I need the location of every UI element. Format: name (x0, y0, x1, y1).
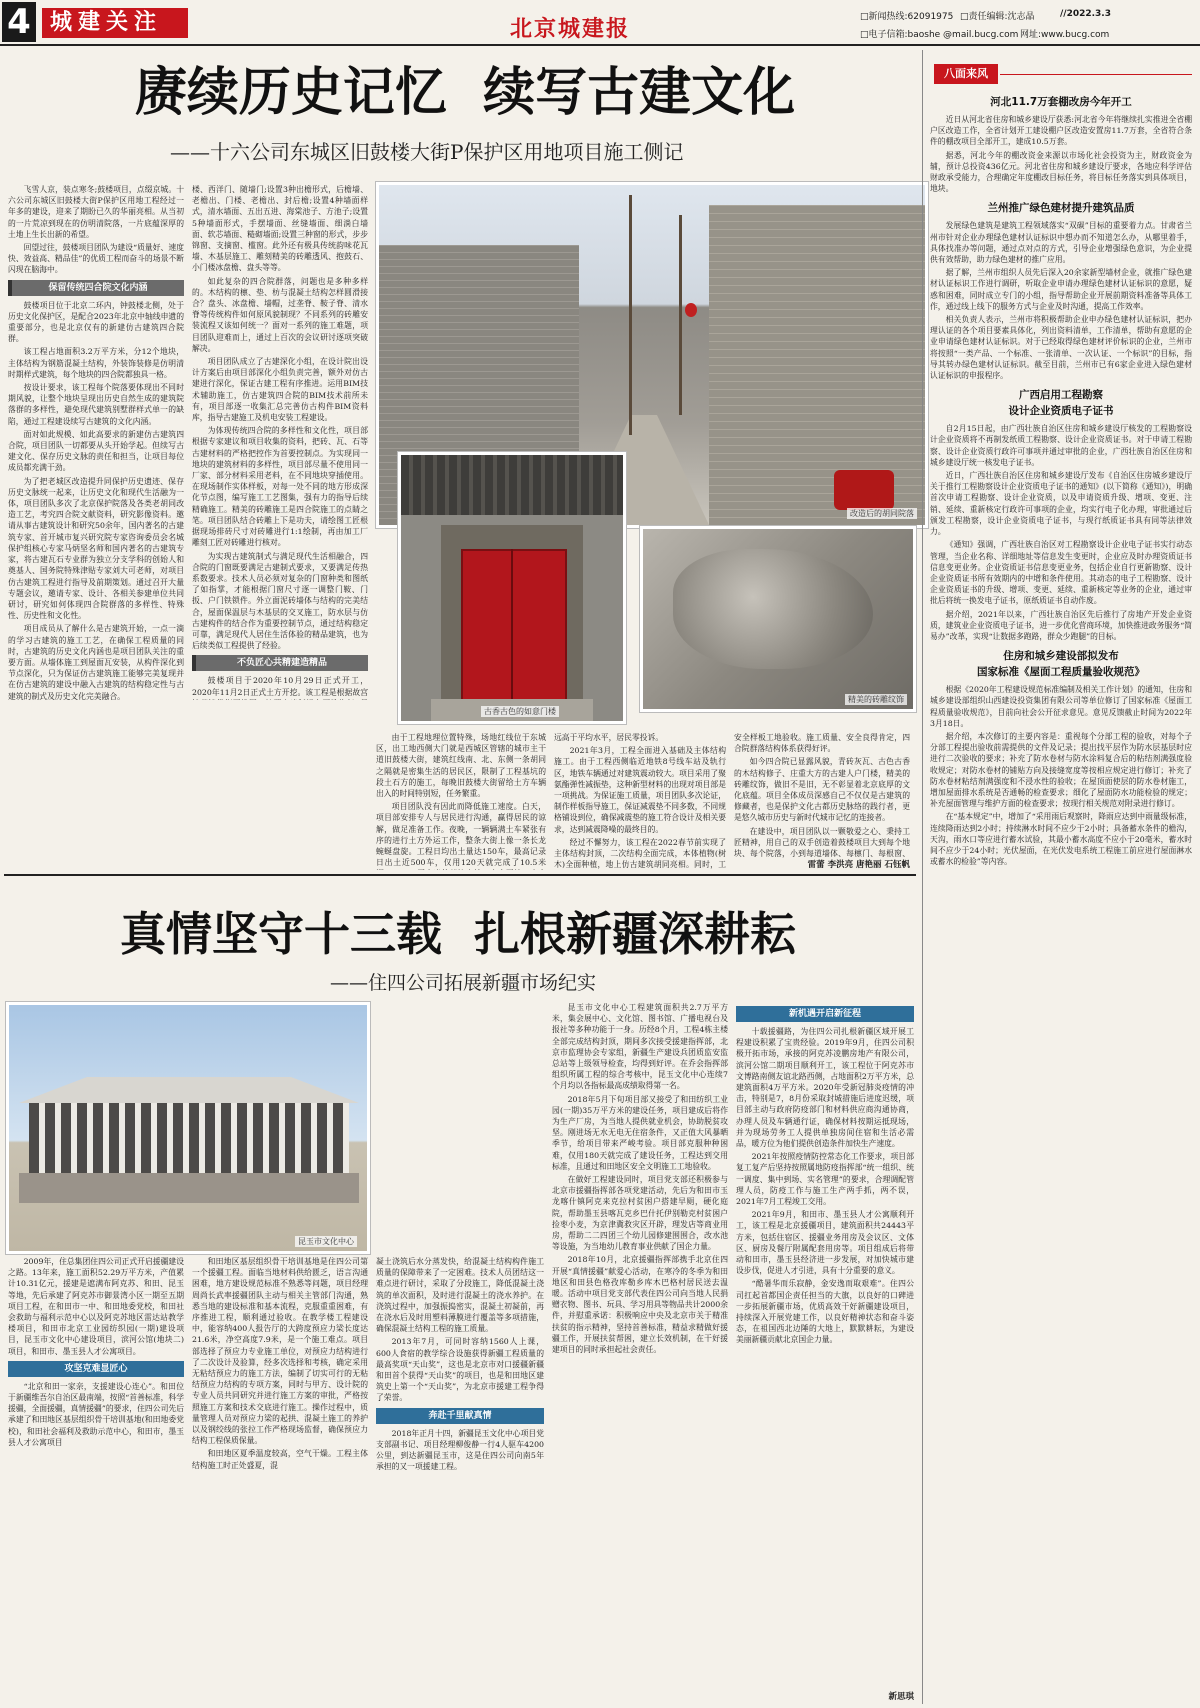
roof-eaves (401, 455, 623, 515)
photo-caption: 改造后的胡同院落 (847, 508, 917, 519)
paragraph: 2021年3月，工程全面进入基础及主体结构施工。由于工程西侧临近地铁8号线车站及轨行区，地铁车辆通过对建筑震动较大。项目采用了聚氨酯弹性减振垫，这种新型材料的出现对项目部是一项挑战。为保证施工质量，项目团队多次论证，制作样板指导施工，保证减震垫不同多数，不同规格铺设到位，确保减震垫的施工符合设计及相关要求，达到减震降噪的最终目的。 (554, 746, 726, 834)
sidebar-item (930, 648, 1192, 867)
paragraph: 远高于平均水平，居民零投诉。 (554, 733, 664, 742)
paragraph: 2009年，住总集团住四公司正式开启援疆建设之路。13年来，施工面积52.29万平方米，产值累计10.31亿元，援建是遮满布阿克苏、和田、昆玉等地，先后承建了阿克苏市御景湾小区一期至五期项目工程，在和田市一中、和田地委党校，和田社会救助与福利示范中心以及阿克苏地区雷达站教学楼项目，和田市北京工业园纺织园(一期)建设项目，昆玉市文化中心建设项目，滨河公馆(地块二)项目，和田市、墨玉县人才公寓项目。 (8, 1257, 184, 1356)
sidebar-item-title: 广西启用工程勘察 设计企业资质电子证书 (1008, 389, 1114, 418)
paragraph: 由于工程地理位置特殊，场地红线位于东城区，出工地西侧大门就是西城区管辖的城市主干道旧鼓楼大街，建筑红线南、北、东侧一条胡同之隔就是密集生活的居民区，限制了工程基坑的段土石方的施工，每晚旧鼓楼大街留给土方车辆出入的时间特别短，任务繁重。 (376, 733, 546, 799)
subheading: 新机遇开启新征程 (736, 1006, 914, 1022)
paragraph: 据介绍，本次修订的主要内容是：重视每个分部工程的验收，对每个子分部工程提出验收前需提供的文件及记录；提出找平层作为防水层基层时应进行二次验收的要求；补充了防水卷材与防水涂料复合后的粘结剂满强度验收规定；对防水卷材的铺贴方向及接缝宽度等按相应规定进行修订；补充了防水卷材粘结剂满强度和不浸水性的验收；在屋顶面使层的防水卷材施工，增加屋面排水系统是否通畅的检查要求；细化了屋面防水功能检验的规定；补充屋面管理与维护方面的检查要求；按现行相关规范对附录进行修订。 (930, 731, 1192, 809)
article1-column-3 (376, 732, 546, 870)
paragraph: 昆玉市文化中心工程建筑面积共2.7万平方米，集会展中心、文化馆、图书馆、广播电视台及报社等多种功能于一身。历经8个月，工程4栋主楼全部完成结构封顶，期间多次接受援建指挥部，北京市监理协会专家组，新疆生产建设兵团质监安监总站等上级领导检查，均得到好评。在乔会指挥部组织所属工程的综合考核中，昆玉文化中心连续7个月均以各指标最高成绩取得第一名。 (552, 1003, 728, 1091)
paragraph: 楼、西洋门、随墙门;设置3种出檐形式，后檐墙、老檐出、门楼、老檐出、封后檐;设置4种墙面样式，清水墙面、五出五进、海棠池子、方池子;设置5种墙面形式，手摆墙面、丝缝墙面、细淌白墙面、软芯墙面、糙砌墙面;设置三种窗的形式，步步锦窗、支摘窗、槛窗。此外还有极具传统韵味花瓦墙、木基层施工、雕刻精美的砖雕透风、抱鼓石、小门楼冰盘檐、盘头等等。 (192, 185, 368, 273)
paragraph: 为实现古建筑制式与满足现代生活相融合，四合院的门窗既要满足古建制式要求，又要满足传热系数要求。技术人员必须对复杂的门窗种类和图纸了如指掌，才能根据门窗尺寸逐一调整门鞍、门扳、户门铁锁件。外立面泥砖墙体与结构的完美结合，屋面保温层与木基层的交叉施工，防水层与仿古建构件的结合作为重要控制节点，通过结构稳定可靠，满足现代人居住生活体验的精品建筑，也为后续类似工程提供了经验。 (192, 551, 368, 651)
photo-red-gate (398, 452, 626, 724)
article1-column-4 (554, 732, 726, 870)
sidebar-header: 八面来风 (944, 67, 988, 80)
section-title: 城建关注 (50, 10, 163, 35)
paragraph: 经过不懈努力，该工程在2022春节前实现了主体结构封顶，二次结构全面完成，本体植物(树木)全面种植，地上仿古建筑胡同亮相。同时，工 (554, 837, 726, 870)
paragraph: 近日，广西壮族自治区住房和城乡建设厅发布《自治区住房城乡建设厅关于推行工程勘察设计企业资质电子证书的通知》(以下简称《通知》)，明确首次申请工程勘察、设计企业资质，以及申请资质升级、增项、变更、注销、延续、重新核定行政许可事项的企业，均实行电子化办理，审批通过后颁发工程勘察，设计企业资质电子证书，与现行纸质证书具有同等法律效力。 (930, 471, 1192, 537)
photo-brick-carving (640, 526, 916, 712)
paragraph: 飞雪人京，装点寒冬;鼓楼项目，点缀京城。十六公司东城区旧鼓楼大街P保护区用地工程经过一年多的建设，迎来了期盼已久的华丽亮相。从当初的一片荒凉到现在的仿明清院落，一片底蕴深厚的土地上生长出新的希望。 (8, 185, 184, 239)
sidebar-item (930, 94, 1192, 194)
paragraph: 2018年正月十四，新疆昆玉文化中心项目党支部副书记、项目经理柳俊静一行4人驱车4200公里，到达新疆昆玉市，这是住四公司向南5年承担的又一项援建工程。 (376, 1428, 544, 1472)
page-number: 4 (7, 2, 31, 42)
sidebar-item (930, 200, 1192, 381)
paragraph: 鼓楼项目于2020年10月29日正式开工，2020年11月2日正式土方开挖。该工程是根据故宫 (192, 676, 368, 697)
news-hotline: □新闻热线:62091975 (860, 12, 954, 22)
article2-column-3 (376, 1256, 544, 1702)
building-roof (19, 1077, 359, 1103)
carving-relief (673, 549, 873, 669)
red-box-icon (834, 470, 894, 510)
photo-caption: 昆玉市文化中心 (295, 1236, 357, 1247)
paragraph: 2018年10月，北京援疆指挥部携手北京住四开展“真情援疆”献爱心活动，在寒冷的冬季为和田地区和田县色格孜库勒乡库木巴格村居民送去温暖。活动中项目党支部代表住四公司向当地人民捐赠衣物、图书、玩具、学习用具等物品共计2000余件，并慰重承诺：积极响应中央及北京市关于精准扶贫的指示精神，坚持首善标准，精益求精做好援疆工作，开展扶贫帮困，建立长效机制，在干好援建项目的同时承担起社会责任。 (552, 1255, 728, 1355)
paragraph: 项目团队没有因此而降低施工速度。白天，项目部安排专人与居民进行沟通，赢得居民的谅解，做足准备工作。夜晚，一辆辆满土车紧张有序的进行土方外运工作，整条大街上像一条长龙蜿蜒盘旋。工程日均出土量达150车，最高记录日出土近500车，仅用120天就完成了10.5米 (376, 802, 546, 868)
paragraph: 2021年按照疫情防控常态化工作要求，项目部复工复产后坚持按照属地防疫指挥部“统一组织、统一调度、集中到场、实名管理”的要求，合理调配管理人员，防疫工作与施工生产两手抓，两不误，2021年7月工程竣工交用。 (736, 1152, 914, 1207)
paragraph: 凝土浇筑后水分蒸发快，给混凝土结构构件施工质量的保障带来了一定困难。技术人员团结这一难点进行研讨，采取了分段施工，降低混凝土浇筑的单次面积，及时进行混凝土的浇水养护。在浇筑过程中，加强振捣密实，混凝土初凝前，再在浇水后及时用塑料薄膜进行覆盖等多项措施，确保混凝土结构工程的施工质量。 (376, 1257, 544, 1334)
photo-caption: 古香古色的如意门楼 (481, 706, 559, 717)
paragraph: 2018年5月下旬项目部又接受了和田纺织工业园(一期)35万平方米的建设任务，项目建成后将作为生产厂房，为当地人提供就业机会，协助脱贫攻坚。刚进场无水无电无住宿条件，又正值大风暴晒季节，给项目带来严峻考验。项目部克服种种困难，仅用180天就完成了建设任务，工程达到交用标准，且通过和田地区安全文明施工工地验收。 (552, 1094, 728, 1171)
paragraph: 十载援疆路，为住四公司扎根新疆区域开展工程建设积累了宝贵经验。2019年9月，住四公司积极开拓市场，承接的阿克苏凌鹏房地产有限公司，滨河公馆二期项目顺利开工，该工程位于阿克苏市文博路南侧友谊北路西侧，占地面积2万平方米，总建筑面积4万平方米。2020年受新冠肺炎疫情的冲击，特别是7，8月份采取封城措施后进度迟缓，项目部主动与政府防疫部门和材料供应商沟通协商，办理人员及车辆通行证，确保材料按期运抵现场，并为现场劳务工人提供单独房间住宿和生活必需品，暖方位为他们提供创造条件加快生产速度。 (736, 1027, 914, 1149)
red-lantern-icon (685, 303, 697, 317)
paragraph: 项目团队成立了古建深化小组，在设计院出设计方案后由项目部深化小组负责完善，额外对仿古建进行深化，保证古建工程有序推进。运用BIM技术辅助施工，仿古建筑四合院的BIM技术前所未有，项目部逐一收集汇总完善仿古构件BIM资料库，指导古建施工及机电安装工程建设。 (192, 357, 368, 423)
photo-caption: 精美的砖雕纹饰 (845, 694, 907, 705)
tree-icon (679, 215, 682, 415)
paragraph: 面对如此规模、如此高要求的新建仿古建筑四合院，项目团队一切都要从头开始学起。但续写古建文化、保存历史文脉的责任和担当，让项目每位成员都充满干劲。 (8, 429, 184, 473)
issue-date: //2022.3.3 (1060, 9, 1111, 19)
paragraph: 相关负责人表示，兰州市将积极帮助企业申办绿色建材认证标识，把办理认证的各个项目要素具体化，列出资料清单，工作清单，帮助有意愿的企业申请绿色建材认证标识。对于已经取得绿色建材评价标识的企业，兰州市将按照“一类产品、一个标准、一张清单、一次认证、一个标识”的目标，指导其转办绿色建材认证标识。截至目前，兰州市已有6家企业进入绿色建材认证标识的申报程序。 (930, 315, 1192, 381)
website-url: 网址:www.bucg.com (1020, 30, 1110, 40)
paragraph: 为体现传统四合院的多样性和文化性，项目部根据专家建议和项目收集的资料，把砖、瓦、石等古建材料的严格把控作为首要控制点。为实现同一地块的建筑材料的多样性，项目部尽量不使用同一厂家、部分材料采用老料，在不同地块穿插使用。在现场制作实体样板，对每一处不同的地方形成深化节点图，编写施工工艺图集，强有力的指导后续精确施工。精美的砖雕施工是四合院施工的点睛之笔。项目团队结合砖雕上下是功夫，请绘图工匠根据现场排砖尺寸对砖雕进行1:1绘制，再由加工厂雕刻工匠对砖雕进行核对。 (192, 426, 368, 548)
email-address: □电子信箱:baoshe @mail.bucg.com (860, 30, 1019, 40)
paragraph: 回望过往，鼓楼项目团队为建设“质量好、速度快、效益高、精品佳”的优质工程而奋斗的场景不断闪现在脑海中。 (8, 243, 184, 275)
paragraph: 安全样板工地验收。施工质量、安全良得肯定，四合院群落结构体系获得好评。 (734, 733, 910, 754)
sidebar-item-title: 河北11.7万套棚改房今年开工 (990, 96, 1132, 108)
paragraph: 该工程占地面积3.2万平方米，分12个地块，主体结构为钢筋混凝土结构，外装饰装修是仿明清时期样式建筑，每个地块的四合院都独具一格。 (8, 347, 184, 379)
article1-column-2 (192, 184, 368, 700)
paragraph: 据介绍，2021年以来，广西壮族自治区先后推行了房地产开发企业资质，建筑业企业资质电子证书，进一步优化营商环境，加快推进政务服务“简易办”改革，实现“让数据多跑路，群众少跑腿”的目标。 (930, 609, 1192, 641)
paragraph: 据悉，河北今年的棚改资金来源以市场化社会投资为主，财政资金为辅，预计总投资436亿元。河北省住房和城乡建设厅要求，各地应科学评估财政承受能力，合理确定年度棚改目标任务，将目标任务落实到具体项目，地块。 (930, 150, 1192, 194)
article-divider (4, 874, 916, 876)
article2-subheadline: ——住四公司拓展新疆市场纪实 (330, 972, 597, 994)
paragraph: 2013年7月，可同时容纳1560人上课，600人食宿的教学综合设施获得新疆工程质量的最高奖项“天山奖”，这也是北京市对口援疆新疆和田首个获得“天山奖”的项目，也是和田地区建筑史上第一个“天山奖”，为北京市援建工程争得了荣誉。 (376, 1337, 544, 1403)
article1-column-5 (734, 732, 910, 858)
paragraph: 按设计要求，该工程每个院落要体现出不同时期风貌，让整个地块呈现出历史自然生成的建筑院落群的多样性，避免现代建筑别墅群样式单一的缺陷，通过工程建设续写古建筑的文化内涵。 (8, 383, 184, 426)
red-door-icon (461, 549, 567, 703)
subheading: 奔赴千里献真情 (376, 1408, 544, 1424)
article2-column-4 (552, 1002, 728, 1702)
article2-headline: 真情坚守十三载 扎根新疆深耕耘 (120, 907, 797, 961)
article2-column-2 (192, 1256, 368, 1702)
paragraph: 在建设中，项目团队以一颗敬爱之心、秉持工匠精神，用自己的双手创造着鼓楼项目大到每个地块、每个院落，小到每道墙体、每檩门、每根窗、 (734, 826, 910, 858)
responsible-editor: □责任编辑:沈志晶 (960, 12, 1035, 22)
photo-cultural-center (6, 1002, 370, 1254)
paragraph: “酷暑华而乐寂静，金安逸而取艰难”。住四公司扛起首都国企责任担当的大旗，以良好的口碑进一步拓展新疆市场，优质高效干好新疆建设项目，持续深入开展党建工作，以良好精神状态和奋斗姿态，在祖国西北边陲的大地上，默默耕耘，为建设美丽新疆贡献北京国企力量。 (736, 1279, 914, 1345)
sidebar-divider (922, 50, 923, 1704)
paragraph: 发展绿色建筑是建筑工程领域落实“双碳”目标的重要着力点。甘肃省兰州市针对企业办理绿色建材认证标识中想办而不知道怎么办，从哪里着手，具体找准办等问题，通过点对点的方式，引导企业增强绿色意识，为企业提供有效帮助，助力绿色建材的推广应用。 (930, 221, 1192, 265)
article2-byline: 新思琪 (888, 1692, 914, 1702)
paragraph: 如今四合院已显露风貌，青砖灰瓦、古色古香的木结构修子、庄重大方的古建人户门楼，精美的砖雕纹饰，做旧不是旧，无不彰显着北京底厚的文化底蕴。项目全体成员深感自己不仅仅是古建筑的修藏者，也是保护文化古都历史脉络的践行者，更是悠久城市历史与新时代城市记忆的连接者。 (734, 757, 910, 823)
paragraph: 项目成员从了解什么是古建筑开始，一点一滴的学习古建筑的施工工艺，在确保工程质量的同时，古建筑的历史文化内涵也是项目团队关注的重要方面。从墙体施工到屋面瓦安装，从构件深化到节点深化，只为保证仿古建筑施工能够完美复现并在仿古建筑的建设中融入古建筑的结构稳定性与古建筑的制式及历史文化完美融合。 (8, 624, 184, 700)
paragraph: 如此复杂的四合院群落，问题也是多种多样的。木结构的檩、垫、枋与混凝土结构怎样圆滑接合？盘头、冰盘檐、墙帽，过垄脊、鞍子脊、清水脊等传统构件如何原风貌制现？不同系列的砖雕安装流程又该如何统一？面对一系列的施工难题，项目团队迎难而上，通过上百次的会议研讨逐项突破解决。 (192, 276, 368, 353)
building-base (19, 1173, 359, 1203)
article1-subheadline: ——十六公司东城区旧鼓楼大街P保护区用地项目施工侧记 (170, 140, 684, 164)
paragraph: 2021年9月，和田市、墨玉县人才公寓顺利开工，该工程是北京援疆项目，建筑面积共24443平方米，包括住宿区、援疆业务用房及会议区、文体区、厨房及餐厅附属配套用房等。项目组成后将带动和田市，墨玉县经济进一步发展，对加快城市建设步伐，促进人才引进，具有十分重要的意义。 (736, 1210, 914, 1276)
paragraph: 为了把老城区改造提升同保护历史遗迹、保存历史文脉统一起来，让历史文化和现代生活融为一体，项目团队多次了北京保护院落及各类老胡同改造工艺，考究四合院文献资料，研究影像资料。邀请从事古建筑设计和研究50余年，国内著名的古建筑专家、首开城市复兴研究院专家咨询委员会名城保护组核心专家马炳坚名师和国内著名的古建筑专家，将古建瓦石专业群为独立分支学科的创始人和奠基人、国务院特殊津贴专家刘大可老师，对项目仿古建筑工程进行指导及前期策划。通过召开大量专题会议，邀请专家、设计、各相关参建单位共同研讨，研究如何体现四合院群落的多样性、特殊性、历史性和文化性。 (8, 476, 184, 621)
sidebar-item-title: 兰州推广绿色建材提升建筑品质 (987, 202, 1135, 215)
article1-column-1 (8, 184, 184, 700)
paragraph: 《通知》强调，广西壮族自治区对工程勘察设计企业电子证书实行动态管理，当企业名称、详细地址等信息发生变更时，企业应及时办理资质证书信息变更业务。企业资质证书信息变更业务，包括企业自行更新勘察、设计企业资质证书所有效期内的中增和条件使用。其动态的电子工程勘察、设计企业资质证书的升级、增项、变更、延续、重新核定等业务的企业，通过审批后将统一换发电子证书，原纸质证书自动作废。 (930, 540, 1192, 606)
paragraph: 鼓楼项目位于北京二环内，钟鼓楼北侧，处于历史文化保护区，是配合2023年北京中轴线申遗的重要部分，也是北京仅有的新建仿古建筑四合院群。 (8, 300, 184, 344)
paragraph: 在“基本规定”中，增加了“采用雨后观察时，降雨应达到中雨量级标准，连续降雨达到2小时；持续淋水时间不应少于2小时；具备蓄水条件的檐沟，天沟，雨水口等应进行蓄水试验，其最小蓄水高度不应小于20毫米，蓄水时间不应少于24小时；光伏屋面，在光伏发电系统工程施工前应进行屋面淋水或蓄水的检验”等内容。 (930, 812, 1192, 867)
article1-byline: 雷蕾 李洪亮 唐艳丽 石钰帆 (807, 860, 910, 870)
sidebar-header-rule (1000, 74, 1192, 75)
article2-column-1 (8, 1256, 184, 1702)
building-facade (29, 1103, 349, 1173)
sidebar-column (930, 88, 1192, 1700)
sidebar-item (930, 387, 1192, 642)
article2-column-5 (736, 1002, 914, 1690)
subheading: 不负匠心共精建造精品 (192, 655, 368, 671)
paragraph: 在做好工程建设同时，项目党支部还积极参与北京市援疆指挥部各项党建活动，先后为和田市玉龙喀什镇阿克来克拉村贫困户搭建早厕，硬化庭院，帮助墨玉县喀瓦克乡巴什托伊别勒克村贫困户捡枣小麦，为京津冀救灾区开辟，理发店等商业用房，帮助二二四团三个幼儿园修建围围合，改水池等设施，为当地幼儿教育事业供献了国企力量。 (552, 1175, 728, 1252)
masthead-rule (0, 44, 1200, 46)
subheading: 保留传统四合院文化内涵 (8, 280, 184, 296)
paragraph: 自2月15日起，由广西壮族自治区住房和城乡建设厅核发的工程勘察设计企业资质将不再制发纸质工程勘察、设计企业资质证书。对于申请工程勘察、设计企业资质行政许可事项并通过审批的企业，广西壮族自治区住房和城乡建设厅统一核发电子证书。 (930, 424, 1192, 467)
paragraph: “北京和田一家亲，支援建设心连心”。和田位于新疆维吾尔自治区最南端，按照“首善标准，科学援疆，全面援疆，真情援疆”的要求，住四公司先后承建了和田地区基层组织骨干培训基地(和田地委党校)，和田社会福利及救助示范中心，和田市，墨玉县人才公寓项目 (8, 1381, 184, 1447)
paragraph: 近日从河北省住房和城乡建设厅获悉:河北省今年将继续扎实推进全省棚户区改造工作，全省计划开工建设棚户区改造安置房11.7万套，全省符合条件的棚改项目全部开工，建成10.5万套。 (930, 115, 1192, 147)
paragraph: 和田地区基层组织骨干培训基地是住四公司第一个援疆工程。面临当地材料供给匮乏，语言沟通困难，地方建设规范标准不熟悉等问题，项目经理周尚长武率援疆团队主动与相关主管部门沟通，熟悉当地的建设标准和基本流程，克服重重困难，有序推进工程，顺利通过验收。在教学楼工程建设中，能容纳400人报告厅的大跨度预应力梁长度达21.6米，净空高度7.9米，是一个施工难点。项目部选择了预应力专业施工单位，对预应力结构进行了二次设计及验算，经多次选择和考核，确定采用无粘结预应力的施工方法，编制了切实可行的无粘结预应力结构的专项方案，同时与甲方、设计院的专业人员共同研究并进行施工方案的审批，严格按照施工方案和技术交底进行施工。操作过程中，质量管理人员对预应力梁的起拱、混凝土施工的养护以及钢绞线的张拉工作严格现场监督，确保预应力结构工程保质保量。 (192, 1257, 368, 1446)
subheading: 攻坚克难显匠心 (8, 1361, 184, 1377)
tree-icon (629, 195, 632, 435)
article1-headline: 赓续历史记忆 续写古建文化 (134, 63, 796, 123)
paragraph: 据了解，兰州市组织人员先后深入20余家新型墙材企业，就推广绿色建材认证标识工作进行调研，听取企业申请办理绿色建材认证标识的意愿，疑惑和困难，同时成立专门的小组，指导帮助企业开展前期资料准备等具体工作，通过线上线下的服务方式与企业及时沟通，提高工作效率。 (930, 268, 1192, 311)
newspaper-name: 北京城建报 (509, 16, 630, 42)
door-seam (511, 549, 513, 701)
paragraph: 根据《2020年工程建设规范标准编制及相关工作计划》的通知，住房和城乡建设部组织山西建设投资集团有限公司等单位修订了国家标准《屋面工程质量验收规范》，目前向社会公开征求意见。意见反馈截止时间为2022年3月18日。 (930, 685, 1192, 728)
paragraph: 和田地区夏季温度较高，空气干燥。工程主体结构施工时正处盛夏，混 (192, 1449, 368, 1470)
sidebar-item-title: 住房和城乡建设部拟发布 国家标准《屋面工程质量验收规范》 (977, 650, 1145, 679)
